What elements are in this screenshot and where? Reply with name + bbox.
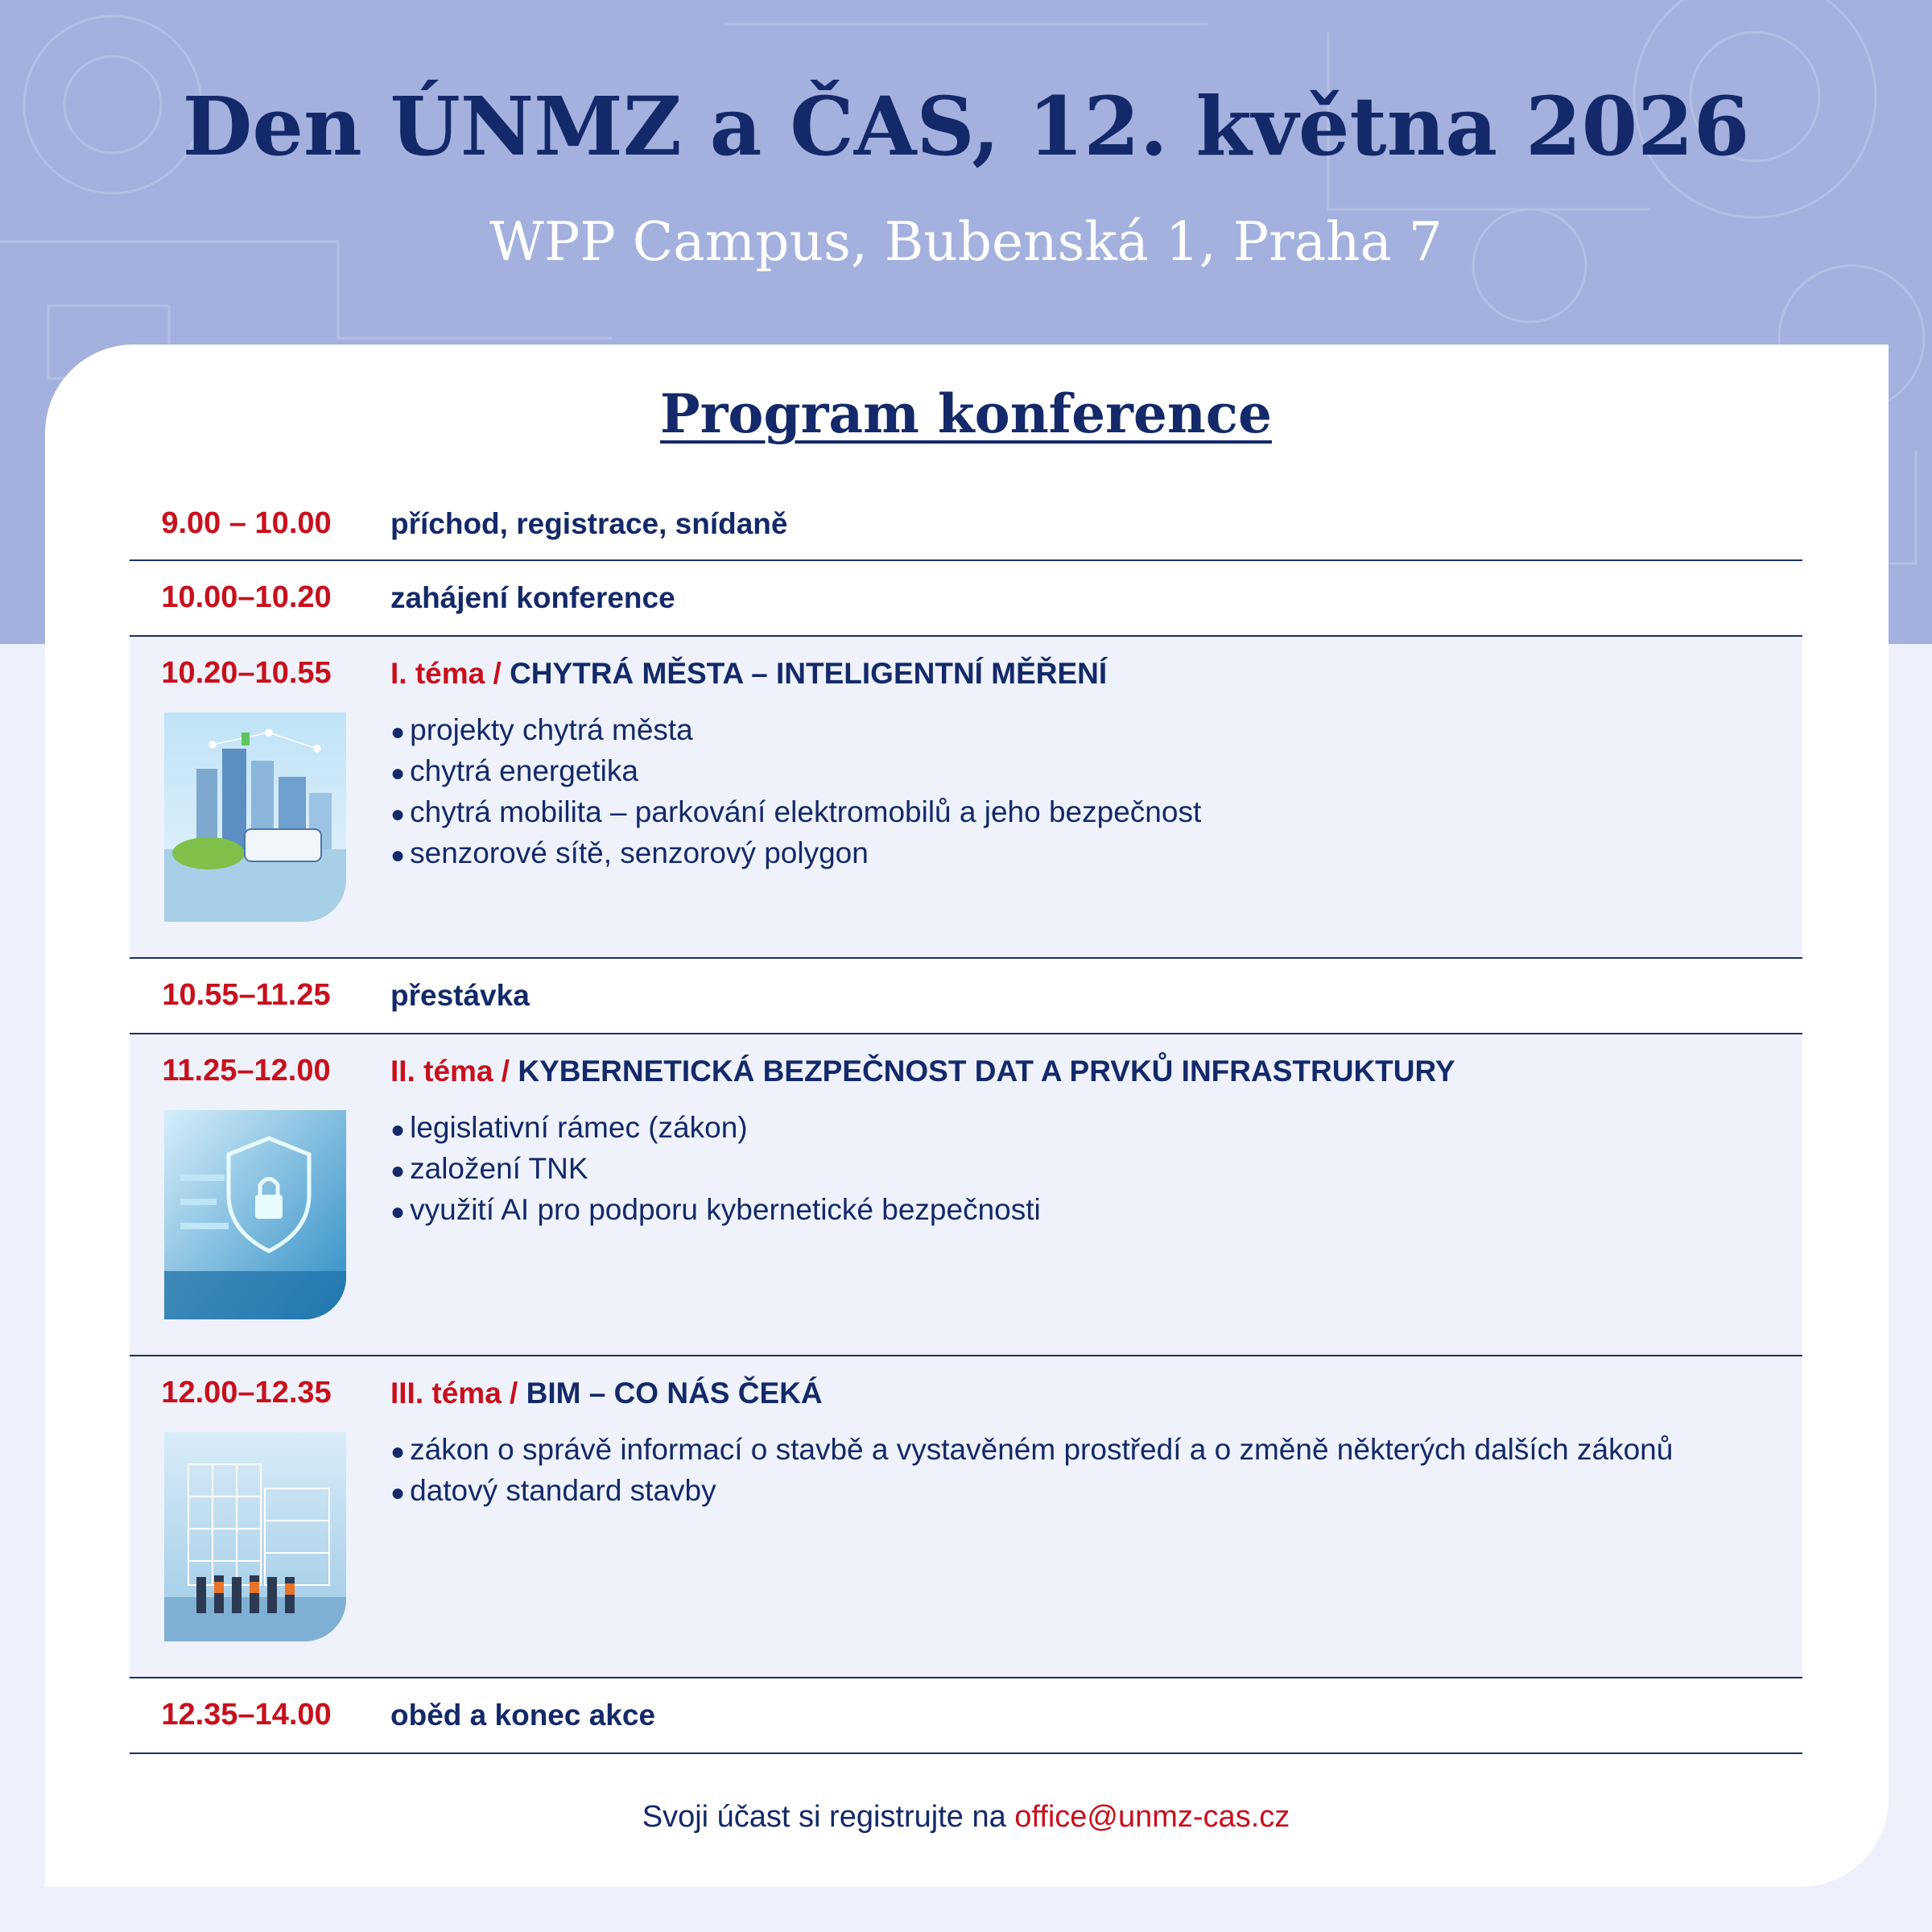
schedule-row — [130, 561, 1802, 637]
time-slot: 12.00–12.35 — [161, 1376, 332, 1410]
bullet-item: ● datový standard stavby — [390, 1474, 716, 1507]
smart-city-image — [164, 712, 346, 922]
schedule-row — [130, 959, 1802, 1034]
bullet-item: ● zákon o správě informací o stavbě a vystavěném prostředí a o změně některých dalších zákonů — [390, 1433, 1674, 1466]
topic-title: KYBERNETICKÁ BEZPEČNOST DAT A PRVKŮ INFRASTRUKTURY — [518, 1055, 1455, 1088]
session-label: oběd a konec akce — [390, 1699, 656, 1732]
time-slot: 10.20–10.55 — [161, 656, 332, 690]
topic-number: II. téma / — [390, 1055, 510, 1088]
bullet-item: ● senzorové sítě, senzorový polygon — [390, 836, 869, 869]
schedule-row — [130, 1678, 1802, 1754]
topic-title: BIM – CO NÁS ČEKÁ — [526, 1377, 823, 1410]
time-slot: 11.25–12.00 — [162, 1054, 331, 1088]
topic-heading — [390, 1377, 823, 1410]
topic-row — [130, 1034, 1802, 1356]
topic-bullet-list — [390, 711, 1201, 875]
bim-construction-image — [164, 1432, 346, 1641]
topic-bullet-list — [390, 1430, 1673, 1513]
topic-number: III. téma / — [390, 1377, 518, 1410]
program-schedule — [130, 487, 1802, 1754]
time-slot: 10.00–10.20 — [161, 580, 332, 614]
event-venue: WPP Campus, Bubenská 1, Praha 7 — [489, 211, 1443, 273]
bullet-item: ● využití AI pro podporu kybernetické bezpečnosti — [390, 1193, 1041, 1226]
time-slot: 9.00 – 10.00 — [161, 506, 332, 540]
bullet-item: ● chytrá mobilita – parkování elektromobilů a jeho bezpečnost — [390, 795, 1202, 828]
registration-text: Svoji účast si registrujte na — [642, 1800, 1015, 1834]
event-title: Den ÚNMZ a ČAS, 12. května 2026 — [182, 79, 1750, 174]
program-heading: Program konference — [660, 382, 1272, 445]
registration-email[interactable]: office@unmz-cas.cz — [1014, 1800, 1290, 1834]
topic-row — [130, 637, 1802, 959]
session-label: zahájení konference — [390, 581, 675, 614]
time-slot: 12.35–14.00 — [161, 1698, 332, 1732]
bullet-item: ● legislativní rámec (zákon) — [390, 1111, 748, 1144]
bullet-item: ● chytrá energetika — [390, 754, 638, 787]
session-label: přestávka — [390, 979, 530, 1012]
topic-title: CHYTRÁ MĚSTA – INTELIGENTNÍ MĚŘENÍ — [510, 657, 1108, 690]
cyber-security-image — [164, 1110, 346, 1319]
topic-bullet-list — [390, 1108, 1041, 1232]
registration-note — [0, 1800, 1932, 1835]
topic-heading — [390, 657, 1107, 691]
session-label: příchod, registrace, snídaně — [390, 507, 788, 540]
bullet-item: ● projekty chytrá města — [390, 713, 693, 746]
time-slot: 10.55–11.25 — [162, 978, 331, 1012]
bullet-item: ● založení TNK — [390, 1152, 588, 1185]
topic-heading — [390, 1055, 1455, 1088]
topic-number: I. téma / — [390, 657, 502, 690]
topic-row — [130, 1356, 1802, 1678]
schedule-row — [130, 487, 1802, 561]
